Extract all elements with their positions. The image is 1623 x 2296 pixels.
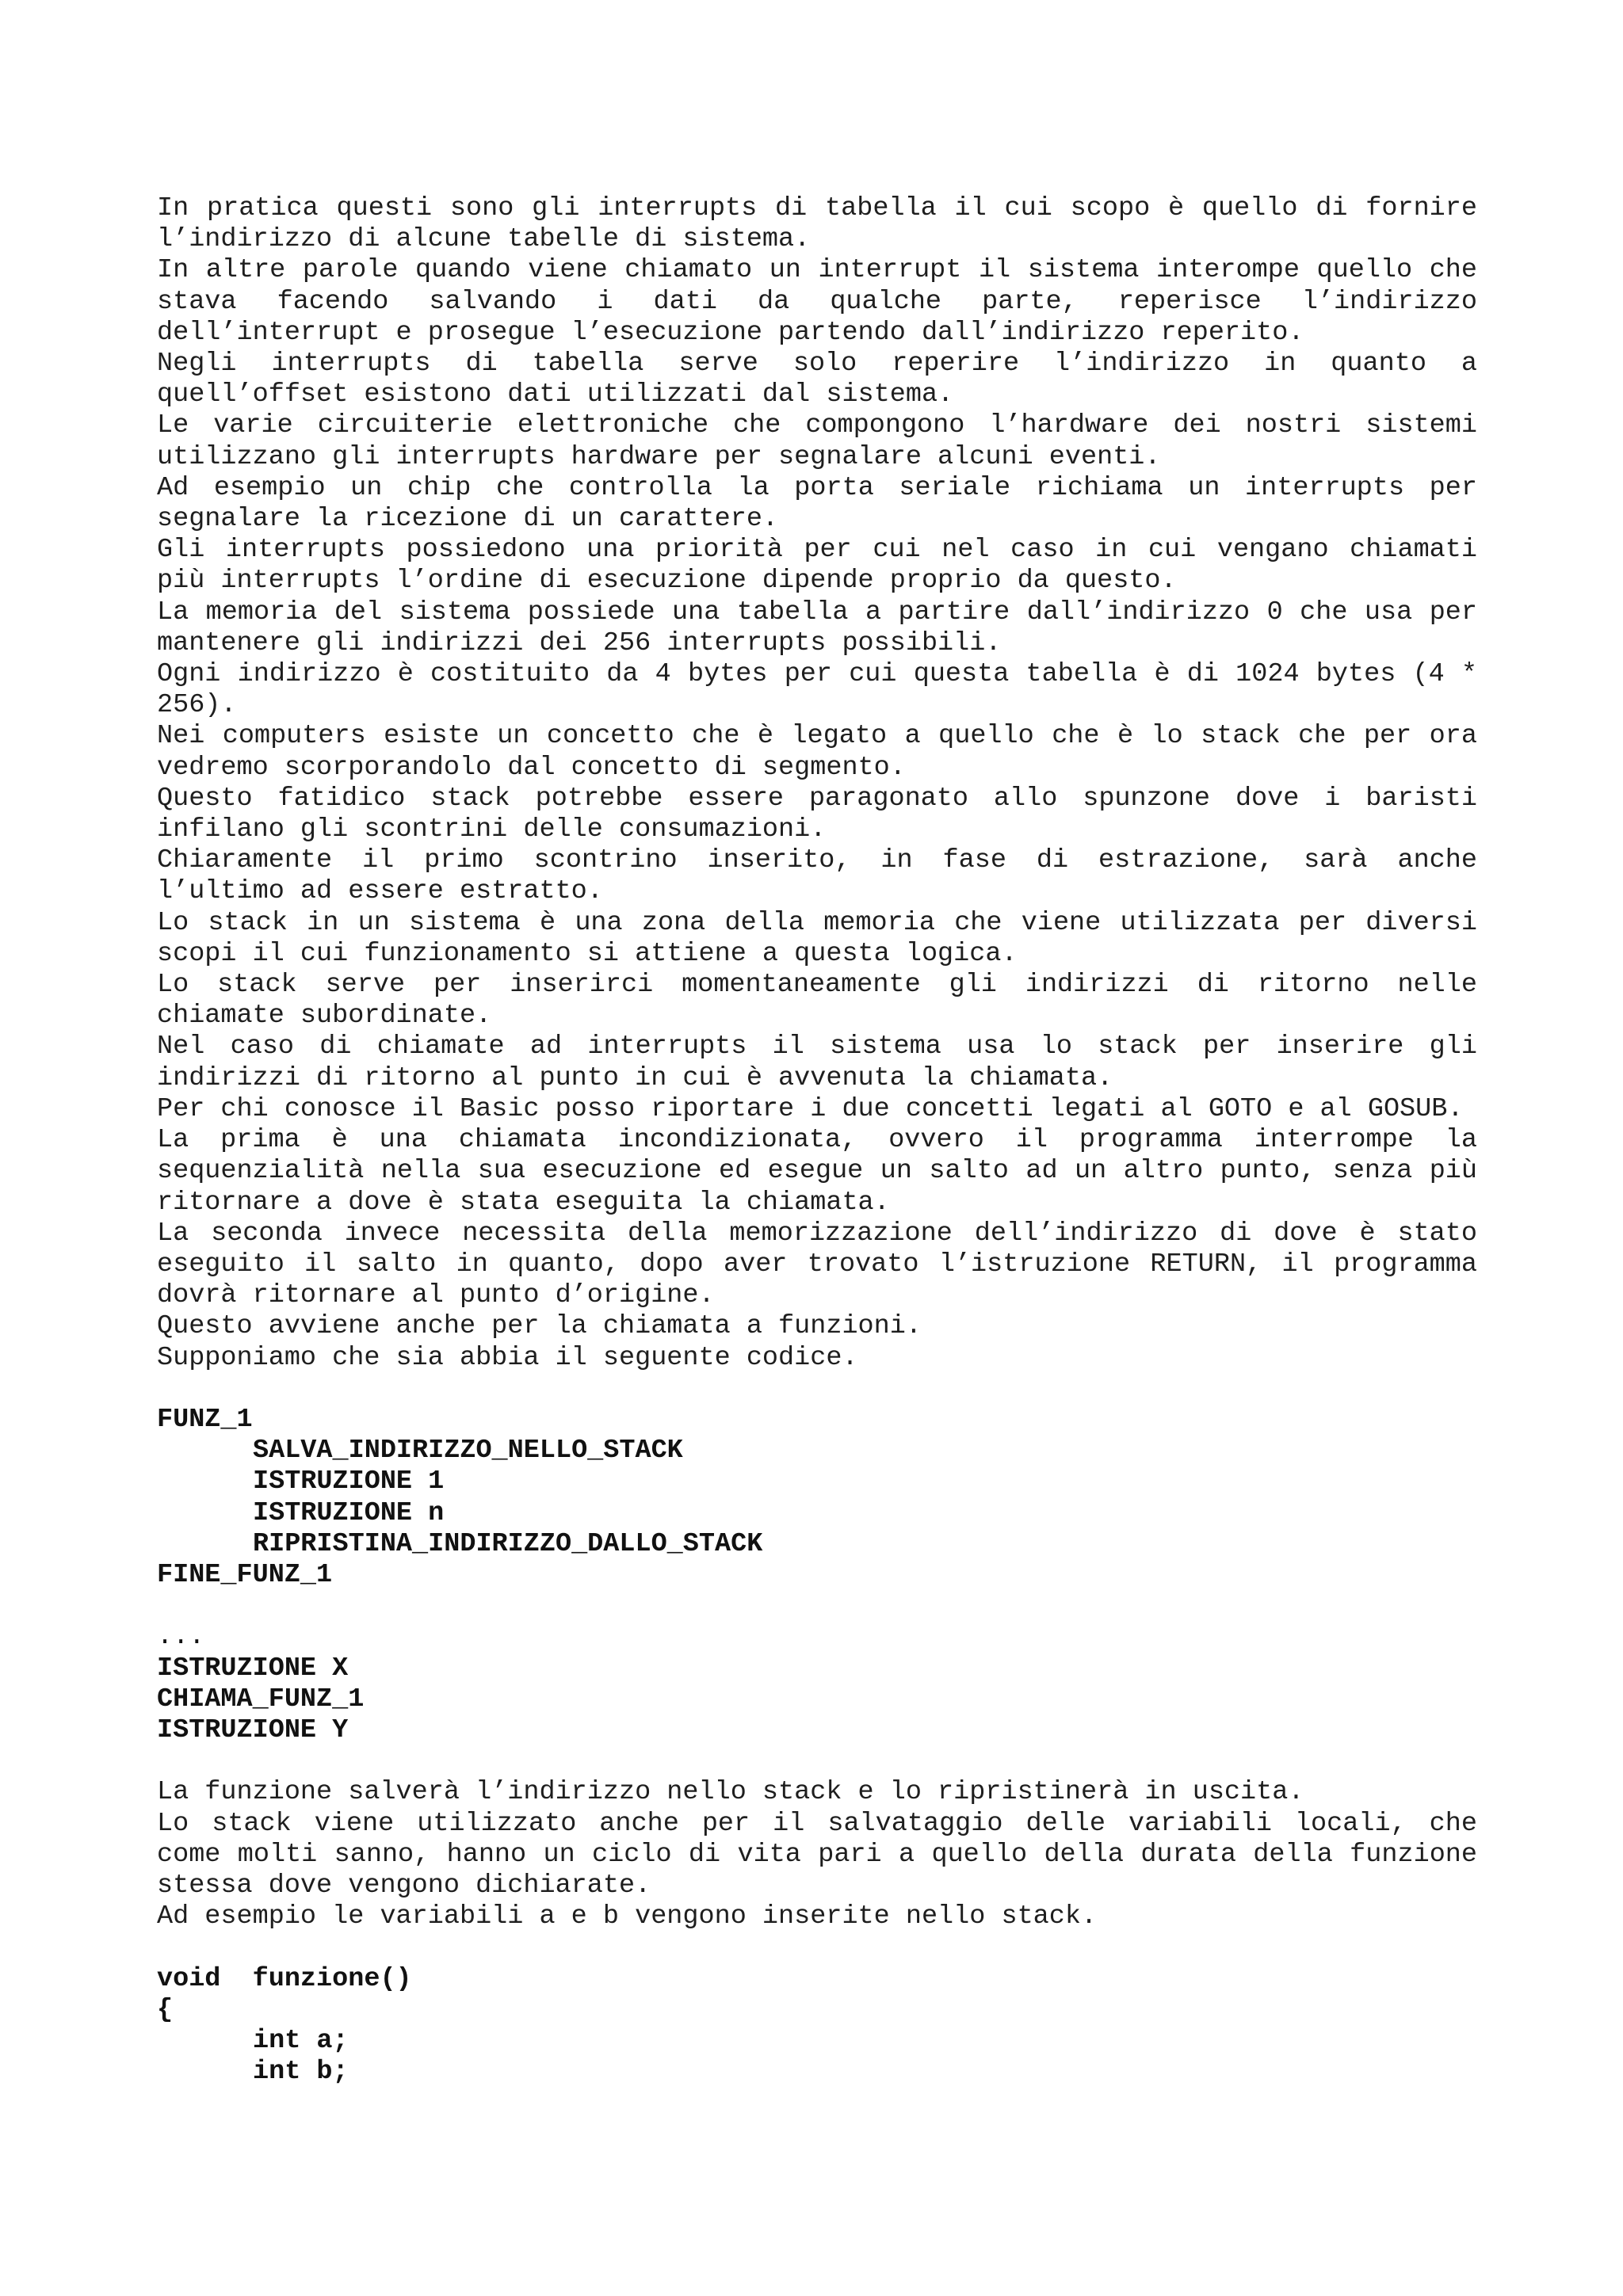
code-ellipsis: ... (157, 1622, 205, 1653)
code-block-funz-1 (157, 1405, 1477, 1591)
code-line: void funzione() (157, 1963, 412, 1994)
paragraph: La prima è una chiamata incondizionata, ovvero il programma interrompe la sequenzialità nella sua esecuzione ed esegue un salto ad un altro punto, senza più ritornare a dove è stata eseguita la chiamata. (157, 1125, 1477, 1218)
paragraph: Per chi conosce il Basic posso riportare i due concetti legati al GOTO e al GOSUB. (157, 1093, 1464, 1124)
paragraph: Ad esempio un chip che controlla la porta seriale richiama un interrupts per segnalare la ricezione di un carattere. (157, 472, 1477, 535)
text-block-2 (157, 1777, 1477, 1932)
text-block-1 (157, 193, 1477, 1374)
paragraph: Lo stack viene utilizzato anche per il salvataggio delle variabili locali, che come molti sanno, hanno un ciclo di vita pari a quello della durata della funzione stessa dove vengono dichiarate. (157, 1808, 1477, 1901)
paragraph: Le varie circuiterie elettroniche che compongono l’hardware dei nostri sistemi utilizzano gli interrupts hardware per segnalare alcuni eventi. (157, 410, 1477, 472)
spacer (157, 1374, 1477, 1405)
paragraph: Ad esempio le variabili a e b vengono inserite nello stack. (157, 1901, 1098, 1932)
paragraph: Questo fatidico stack potrebbe essere paragonato allo spunzone dove i baristi infilano gli scontrini delle consumazioni. (157, 783, 1477, 845)
paragraph: La funzione salverà l’indirizzo nello stack e lo ripristinerà in uscita. (157, 1777, 1304, 1808)
code-line: { (157, 1994, 174, 2025)
paragraph: La seconda invece necessita della memorizzazione dell’indirizzo di dove è stato eseguito il salto in quanto, dopo aver trovato l’istruzione RETURN, il programma dovrà ritornare al punto d’origine. (157, 1218, 1477, 1311)
code-line: RIPRISTINA_INDIRIZZO_DALLO_STACK (253, 1528, 763, 1559)
code-line: ISTRUZIONE X (157, 1653, 349, 1684)
paragraph: In pratica questi sono gli interrupts di tabella il cui scopo è quello di fornire l’indirizzo di alcune tabelle di sistema. (157, 193, 1477, 255)
paragraph: Nei computers esiste un concetto che è legato a quello che è lo stack che per ora vedremo scorporandolo dal concetto di segmento. (157, 721, 1477, 783)
spacer (157, 1932, 1477, 1963)
code-line: FINE_FUNZ_1 (157, 1559, 333, 1590)
paragraph: Negli interrupts di tabella serve solo reperire l’indirizzo in quanto a quell’offset esistono dati utilizzati dal sistema. (157, 349, 1477, 410)
paragraph: Chiaramente il primo scontrino inserito, in fase di estrazione, sarà anche l’ultimo ad essere estratto. (157, 845, 1477, 907)
code-line: int b; (253, 2057, 349, 2088)
code-line: SALVA_INDIRIZZO_NELLO_STACK (253, 1436, 683, 1466)
spacer (157, 1591, 1477, 1622)
spacer (157, 1746, 1477, 1777)
paragraph: Questo avviene anche per la chiamata a funzioni. (157, 1311, 922, 1342)
code-block-call (157, 1622, 1477, 1746)
code-line: FUNZ_1 (157, 1404, 253, 1435)
code-line: ISTRUZIONE 1 (253, 1466, 445, 1497)
code-block-funzione (157, 1964, 1477, 2088)
paragraph: Lo stack serve per inserirci momentaneamente gli indirizzi di ritorno nelle chiamate subordinate. (157, 970, 1477, 1032)
code-line: ISTRUZIONE Y (157, 1714, 349, 1745)
paragraph: In altre parole quando viene chiamato un interrupt il sistema interompe quello che stava facendo salvando i dati da qualche parte, reperisce l’indirizzo dell’interrupt e prosegue l’esecuzione partendo dall’indirizzo reperito. (157, 255, 1477, 348)
paragraph: Ogni indirizzo è costituito da 4 bytes per cui questa tabella è di 1024 bytes (4 * 256). (157, 659, 1477, 721)
document-page (157, 193, 1477, 2088)
paragraph: La memoria del sistema possiede una tabella a partire dall’indirizzo 0 che usa per mantenere gli indirizzi dei 256 interrupts possibili. (157, 597, 1477, 658)
code-line: CHIAMA_FUNZ_1 (157, 1684, 365, 1714)
paragraph: Gli interrupts possiedono una priorità per cui nel caso in cui vengano chiamati più interrupts l’ordine di esecuzione dipende proprio da questo. (157, 535, 1477, 597)
paragraph: Nel caso di chiamate ad interrupts il sistema usa lo stack per inserire gli indirizzi di ritorno al punto in cui è avvenuta la chiamata. (157, 1032, 1477, 1093)
code-line: ISTRUZIONE n (253, 1497, 445, 1528)
paragraph: Lo stack in un sistema è una zona della memoria che viene utilizzata per diversi scopi il cui funzionamento si attiene a questa logica. (157, 907, 1477, 969)
paragraph: Supponiamo che sia abbia il seguente codice. (157, 1342, 858, 1373)
code-line: int a; (253, 2025, 349, 2056)
